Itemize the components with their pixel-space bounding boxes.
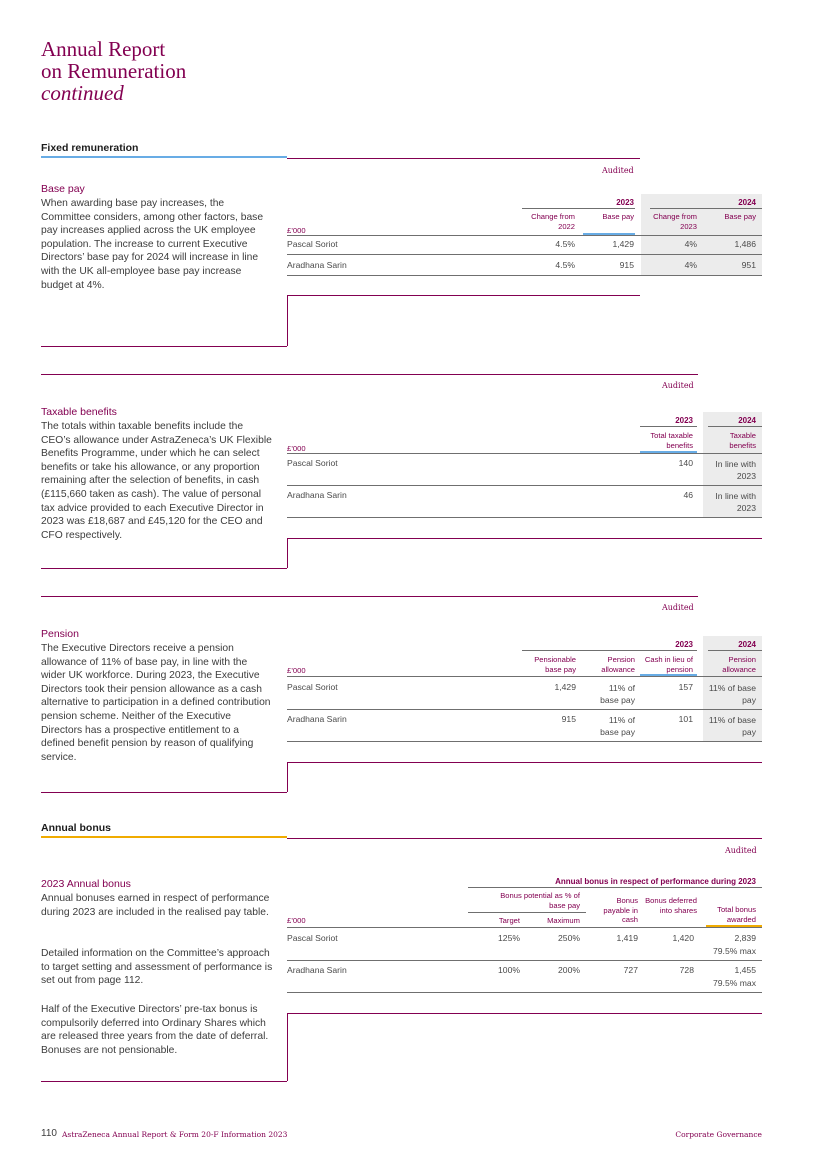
highlight-bar: [706, 925, 762, 927]
col-total-taxable-benefits: Total taxable benefits: [650, 431, 693, 450]
col-pensionable-base-pay: Pensionable base pay: [534, 655, 576, 674]
year-rule: [522, 208, 635, 209]
cell: 727: [623, 965, 638, 975]
cell: In line with 2023: [715, 491, 756, 513]
title-continued: continued: [41, 81, 124, 105]
year-rule: [522, 650, 697, 651]
cell: 250%: [558, 933, 580, 943]
row-name: Pascal Soriot: [287, 682, 338, 692]
cell: 1,486: [734, 239, 756, 249]
row-name: Aradhana Sarin: [287, 965, 347, 975]
col-pension-allowance-2024: Pension allowance: [722, 655, 756, 674]
sub-group-rule: [468, 912, 586, 913]
cell: 4.5%: [555, 239, 575, 249]
bracket-rule: [41, 568, 287, 569]
cell: 79.5% max: [713, 946, 756, 956]
section-rule: [41, 374, 698, 375]
bracket-rule: [41, 792, 287, 793]
row-name: Pascal Soriot: [287, 933, 338, 943]
audited-label: Audited: [662, 603, 694, 612]
year-rule: [708, 650, 762, 651]
cell: 1,455: [734, 965, 756, 975]
annual-bonus-description-2: Detailed information on the Committee’s approach to target setting and assessment of performance is set out from page 112.: [41, 948, 273, 987]
taxable-benefits-subtitle: Taxable benefits: [41, 406, 117, 418]
cell: 4%: [684, 239, 697, 249]
cell: 915: [561, 714, 576, 724]
cell: 125%: [498, 933, 520, 943]
col-target: Target: [498, 916, 520, 925]
cell: 728: [679, 965, 694, 975]
col-bonus-potential: Bonus potential as % of base pay: [500, 891, 580, 910]
col-change-2023: Change from 2023: [653, 212, 697, 231]
row-name: Aradhana Sarin: [287, 490, 347, 500]
header-rule: [287, 235, 762, 236]
section-rule: [287, 158, 640, 159]
cell: 1,419: [616, 933, 638, 943]
audited-label: Audited: [662, 381, 694, 390]
cell: 4.5%: [555, 260, 575, 270]
publication-title: AstraZeneca Annual Report & Form 20-F Information 2023: [62, 1130, 288, 1139]
cell: 11% of base pay: [600, 715, 635, 737]
annual-bonus-description-3: Half of the Executive Directors’ pre-tax bonus is compulsorily deferred into Ordinary Shares which are released three years from the date of deferral. Bonuses are not pensionable.: [41, 1004, 269, 1056]
row-name: Aradhana Sarin: [287, 714, 347, 724]
year-rule: [640, 426, 697, 427]
fixed-remuneration-heading: Fixed remuneration: [41, 142, 139, 154]
bracket-rule: [287, 538, 288, 568]
row-rule: [287, 517, 762, 518]
cell: 157: [678, 682, 693, 692]
taxable-benefits-description: The totals within taxable benefits include the CEO’s allowance under AstraZeneca’s UK Flexible Benefits Programme, under which he can select benefits or take his allowance, or any proportion remaining after the selection of benefits, in cash (£115,660 taken as cash). The value of personal tax advice provided to each Executive Director in 2023 was £18,687 and £45,120 for the CEO and CFO respectively.: [41, 421, 272, 541]
header-rule: [287, 453, 762, 454]
page-number: 110: [41, 1128, 57, 1139]
cell: 140: [678, 458, 693, 468]
col-change-2022: Change from 2022: [531, 212, 575, 231]
year-header-curr: 2024: [738, 640, 756, 649]
row-rule: [287, 275, 762, 276]
bracket-rule: [287, 295, 640, 296]
highlight-bar: [640, 451, 697, 453]
cell: In line with 2023: [715, 459, 756, 481]
unit-label: £’000: [287, 226, 306, 235]
row-rule: [287, 960, 762, 961]
col-base-pay-2023: Base pay: [602, 212, 634, 221]
year-rule: [650, 208, 762, 209]
cell: 11% of base pay: [708, 683, 756, 705]
bonus-group-title: Annual bonus in respect of performance during 2023: [555, 877, 756, 886]
section-rule: [287, 838, 762, 839]
cell: 951: [741, 260, 756, 270]
cell: 4%: [684, 260, 697, 270]
year-header-curr: 2024: [738, 416, 756, 425]
year-header-curr: 2024: [738, 198, 756, 207]
highlight-bar: [583, 233, 635, 235]
year-rule: [708, 426, 762, 427]
audited-label: Audited: [602, 166, 634, 175]
page-title: [41, 38, 186, 104]
section-accent-bar: [41, 156, 287, 158]
row-rule: [287, 485, 762, 486]
cell: 101: [678, 714, 693, 724]
cell: 200%: [558, 965, 580, 975]
col-pension-allowance-2023: Pension allowance: [601, 655, 635, 674]
base-pay-description: When awarding base pay increases, the Committee considers, among other factors, base pay increases applied across the UK employee population. The increase to current Executive Directors’ base pay for 2024 will increase in line with the UK all-employee base pay increase budget at 4%.: [41, 198, 264, 291]
col-maximum: Maximum: [547, 916, 580, 925]
col-total-bonus: Total bonus awarded: [717, 905, 756, 924]
pension-description: The Executive Directors receive a pension allowance of 11% of base pay, in line with the wider UK workforce. During 2023, the Executive Directors took their pension allowance as a cash alternative to participation in a defined contribution pension scheme. Neither of the Executive Directors has a prospective entitlement to a defined benefit pension by reason of qualifying service.: [41, 643, 271, 763]
pension-subtitle: Pension: [41, 628, 79, 640]
row-rule: [287, 741, 762, 742]
col-cash-in-lieu: Cash in lieu of pension: [644, 655, 693, 674]
unit-label: £’000: [287, 444, 306, 453]
cell: 100%: [498, 965, 520, 975]
cell: 46: [683, 490, 693, 500]
bracket-rule: [287, 762, 762, 763]
section-rule: [41, 596, 698, 597]
highlight-bar: [640, 674, 697, 676]
year-header-prev: 2023: [675, 640, 693, 649]
year-header-prev: 2023: [616, 198, 634, 207]
col-bonus-deferred: Bonus deferred into shares: [645, 896, 697, 915]
group-rule: [468, 887, 762, 888]
year-header-prev: 2023: [675, 416, 693, 425]
unit-label: £’000: [287, 916, 306, 925]
audited-label: Audited: [725, 846, 757, 855]
row-rule: [287, 709, 762, 710]
bracket-rule: [287, 295, 288, 346]
row-name: Aradhana Sarin: [287, 260, 347, 270]
cell: 11% of base pay: [708, 715, 756, 737]
bracket-rule: [41, 346, 287, 347]
unit-label: £’000: [287, 666, 306, 675]
col-bonus-cash: Bonus payable in cash: [603, 896, 638, 924]
annual-bonus-heading: Annual bonus: [41, 822, 111, 834]
title-line-1: Annual Report: [41, 37, 166, 61]
bracket-rule: [287, 1013, 762, 1014]
cell: 11% of base pay: [600, 683, 635, 705]
row-rule: [287, 992, 762, 993]
section-label: Corporate Governance: [675, 1130, 762, 1139]
bracket-rule: [287, 762, 288, 792]
bracket-rule: [41, 1081, 287, 1082]
cell: 79.5% max: [713, 978, 756, 988]
row-rule: [287, 254, 762, 255]
header-rule: [287, 927, 762, 928]
bracket-rule: [287, 1013, 288, 1081]
col-taxable-benefits: Taxable benefits: [729, 431, 756, 450]
cell: 1,429: [612, 239, 634, 249]
title-line-2: on Remuneration: [41, 59, 187, 83]
cell: 2,839: [734, 933, 756, 943]
header-rule: [287, 676, 762, 677]
annual-bonus-description-1: Annual bonuses earned in respect of performance during 2023 are included in the realised pay table.: [41, 893, 270, 918]
bracket-rule: [287, 538, 762, 539]
annual-bonus-subtitle: 2023 Annual bonus: [41, 878, 131, 890]
section-accent-bar: [41, 836, 287, 838]
cell: 915: [619, 260, 634, 270]
cell: 1,429: [554, 682, 576, 692]
base-pay-subtitle: Base pay: [41, 183, 85, 195]
row-name: Pascal Soriot: [287, 239, 338, 249]
row-name: Pascal Soriot: [287, 458, 338, 468]
cell: 1,420: [672, 933, 694, 943]
col-base-pay-2024: Base pay: [724, 212, 756, 221]
